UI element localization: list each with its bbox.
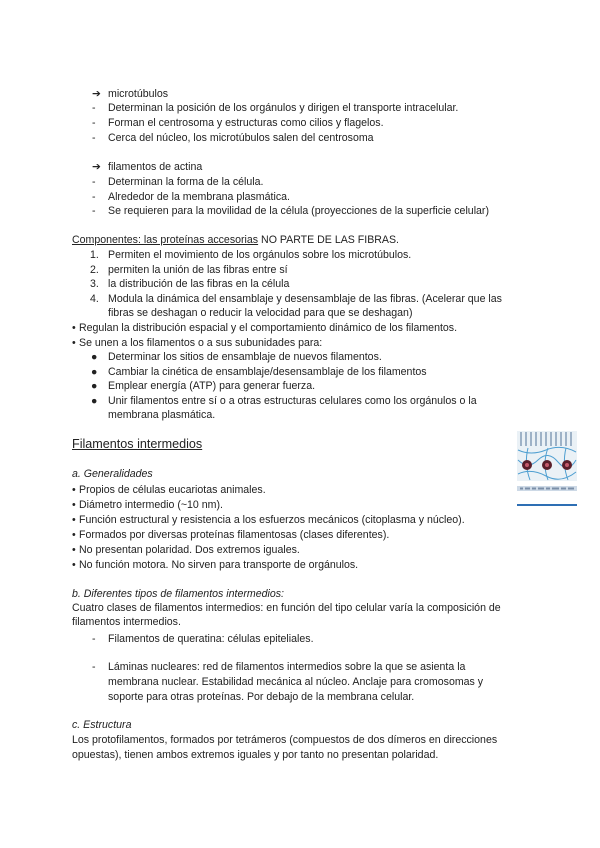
numbered-item: la distribución de las fibras en la célula bbox=[108, 278, 290, 290]
dash-marker: - bbox=[92, 102, 96, 114]
dash-marker: - bbox=[92, 132, 96, 144]
bullet-marker: • bbox=[72, 499, 76, 511]
componentes-heading-rest: NO PARTE DE LAS FIBRAS. bbox=[258, 234, 399, 246]
list-number: 2. bbox=[90, 264, 99, 276]
microtubulos-title: microtúbulos bbox=[108, 88, 169, 100]
intermediate-filaments-figure bbox=[516, 430, 578, 512]
dot-marker: ● bbox=[91, 351, 98, 363]
arrow-icon: ➔ bbox=[92, 161, 101, 173]
numbered-item: Permiten el movimiento de los orgánulos sobre los microtúbulos. bbox=[108, 249, 412, 261]
dash-marker: - bbox=[92, 117, 96, 129]
list-number: 3. bbox=[90, 278, 99, 290]
bullet-item: Regulan la distribución espacial y el comportamiento dinámico de los filamentos. bbox=[79, 322, 458, 334]
list-item: Determinan la forma de la célula. bbox=[108, 176, 264, 188]
dash-marker: - bbox=[92, 176, 96, 188]
paragraph: Cuatro clases de filamentos intermedios: en función del tipo celular varía la composición de filamentos intermedios. bbox=[72, 602, 501, 628]
dash-marker: - bbox=[92, 205, 96, 217]
list-number: 1. bbox=[90, 249, 99, 261]
bullet-item: No función motora. No sirven para transporte de orgánulos. bbox=[79, 559, 359, 571]
componentes-heading-underlined: Componentes: las proteínas accesorias bbox=[72, 234, 259, 246]
dot-marker: ● bbox=[91, 395, 98, 407]
actina-title: filamentos de actina bbox=[108, 161, 203, 173]
dot-marker: ● bbox=[91, 380, 98, 392]
list-item: Determinan la posición de los orgánulos y dirigen el transporte intracelular. bbox=[108, 102, 459, 114]
numbered-item: permiten la unión de las fibras entre sí bbox=[108, 264, 288, 276]
bullet-item: Propios de células eucariotas animales. bbox=[79, 484, 266, 496]
sub-bullet-item: Determinar los sitios de ensamblaje de nuevos filamentos. bbox=[108, 351, 382, 363]
figure-caption-ticks bbox=[520, 488, 574, 490]
arrow-icon: ➔ bbox=[92, 88, 101, 100]
subsection-title: b. Diferentes tipos de filamentos intermedios: bbox=[72, 588, 284, 600]
bullet-marker: • bbox=[72, 529, 76, 541]
numbered-item: Modula la dinámica del ensamblaje y desensamblaje de las fibras. (Acelerar que las fibras se deshagan o reducir la velocidad para que se deshagan) bbox=[108, 293, 502, 319]
paragraph: Los protofilamentos, formados por tetrámeros (compuestos de dos dímeros en direcciones opuestas), tienen ambos extremos iguales y por tanto no presentan polaridad. bbox=[72, 734, 498, 761]
bullet-item: No presentan polaridad. Dos extremos iguales. bbox=[79, 544, 300, 556]
bullet-marker: • bbox=[72, 514, 76, 526]
list-item: Forman el centrosoma y estructuras como cilios y flagelos. bbox=[108, 117, 384, 129]
dash-marker: - bbox=[92, 633, 96, 645]
bullet-item: Diámetro intermedio (~10 nm). bbox=[79, 499, 223, 511]
bullet-item: Se unen a los filamentos o a sus subunidades para: bbox=[79, 337, 323, 349]
list-item: Cerca del núcleo, los microtúbulos salen del centrosoma bbox=[108, 132, 374, 144]
bullet-marker: • bbox=[72, 322, 76, 334]
sub-bullet-item: Emplear energía (ATP) para generar fuerza. bbox=[108, 380, 316, 392]
section-heading: Filamentos intermedios bbox=[72, 437, 203, 451]
bullet-marker: • bbox=[72, 559, 76, 571]
sub-bullet-item: Unir filamentos entre sí o a otras estructuras celulares como los orgánulos o la membrana plasmática. bbox=[108, 395, 477, 421]
list-item: Alrededor de la membrana plasmática. bbox=[108, 191, 290, 203]
list-item: Se requieren para la movilidad de la célula (proyecciones de la superficie celular) bbox=[108, 205, 489, 217]
dash-marker: - bbox=[92, 191, 96, 203]
bullet-item: Formados por diversas proteínas filamentosas (clases diferentes). bbox=[79, 529, 390, 541]
list-item: Filamentos de queratina: células epiteliales. bbox=[108, 633, 314, 645]
bullet-marker: • bbox=[72, 544, 76, 556]
list-number: 4. bbox=[90, 293, 99, 305]
dot-marker: ● bbox=[91, 366, 98, 378]
figure-bottom-bar bbox=[517, 504, 577, 506]
componentes-heading bbox=[72, 233, 399, 247]
figure-nuclei bbox=[522, 460, 572, 470]
bullet-marker: • bbox=[72, 337, 76, 349]
bullet-marker: • bbox=[72, 484, 76, 496]
dash-marker: - bbox=[92, 661, 96, 673]
bullet-item: Función estructural y resistencia a los esfuerzos mecánicos (citoplasma y núcleo). bbox=[79, 514, 465, 526]
sub-bullet-item: Cambiar la cinética de ensamblaje/desensamblaje de los filamentos bbox=[108, 366, 427, 378]
subsection-title: a. Generalidades bbox=[72, 468, 153, 480]
list-item: Láminas nucleares: red de filamentos intermedios sobre la que se asienta la membrana nuclear. Estabilidad mecánica al núcleo. Anclaje para cromosomas y soporte para otras proteínas. Por debajo de la membrana celular. bbox=[108, 661, 484, 703]
subsection-title: c. Estructura bbox=[72, 719, 132, 731]
